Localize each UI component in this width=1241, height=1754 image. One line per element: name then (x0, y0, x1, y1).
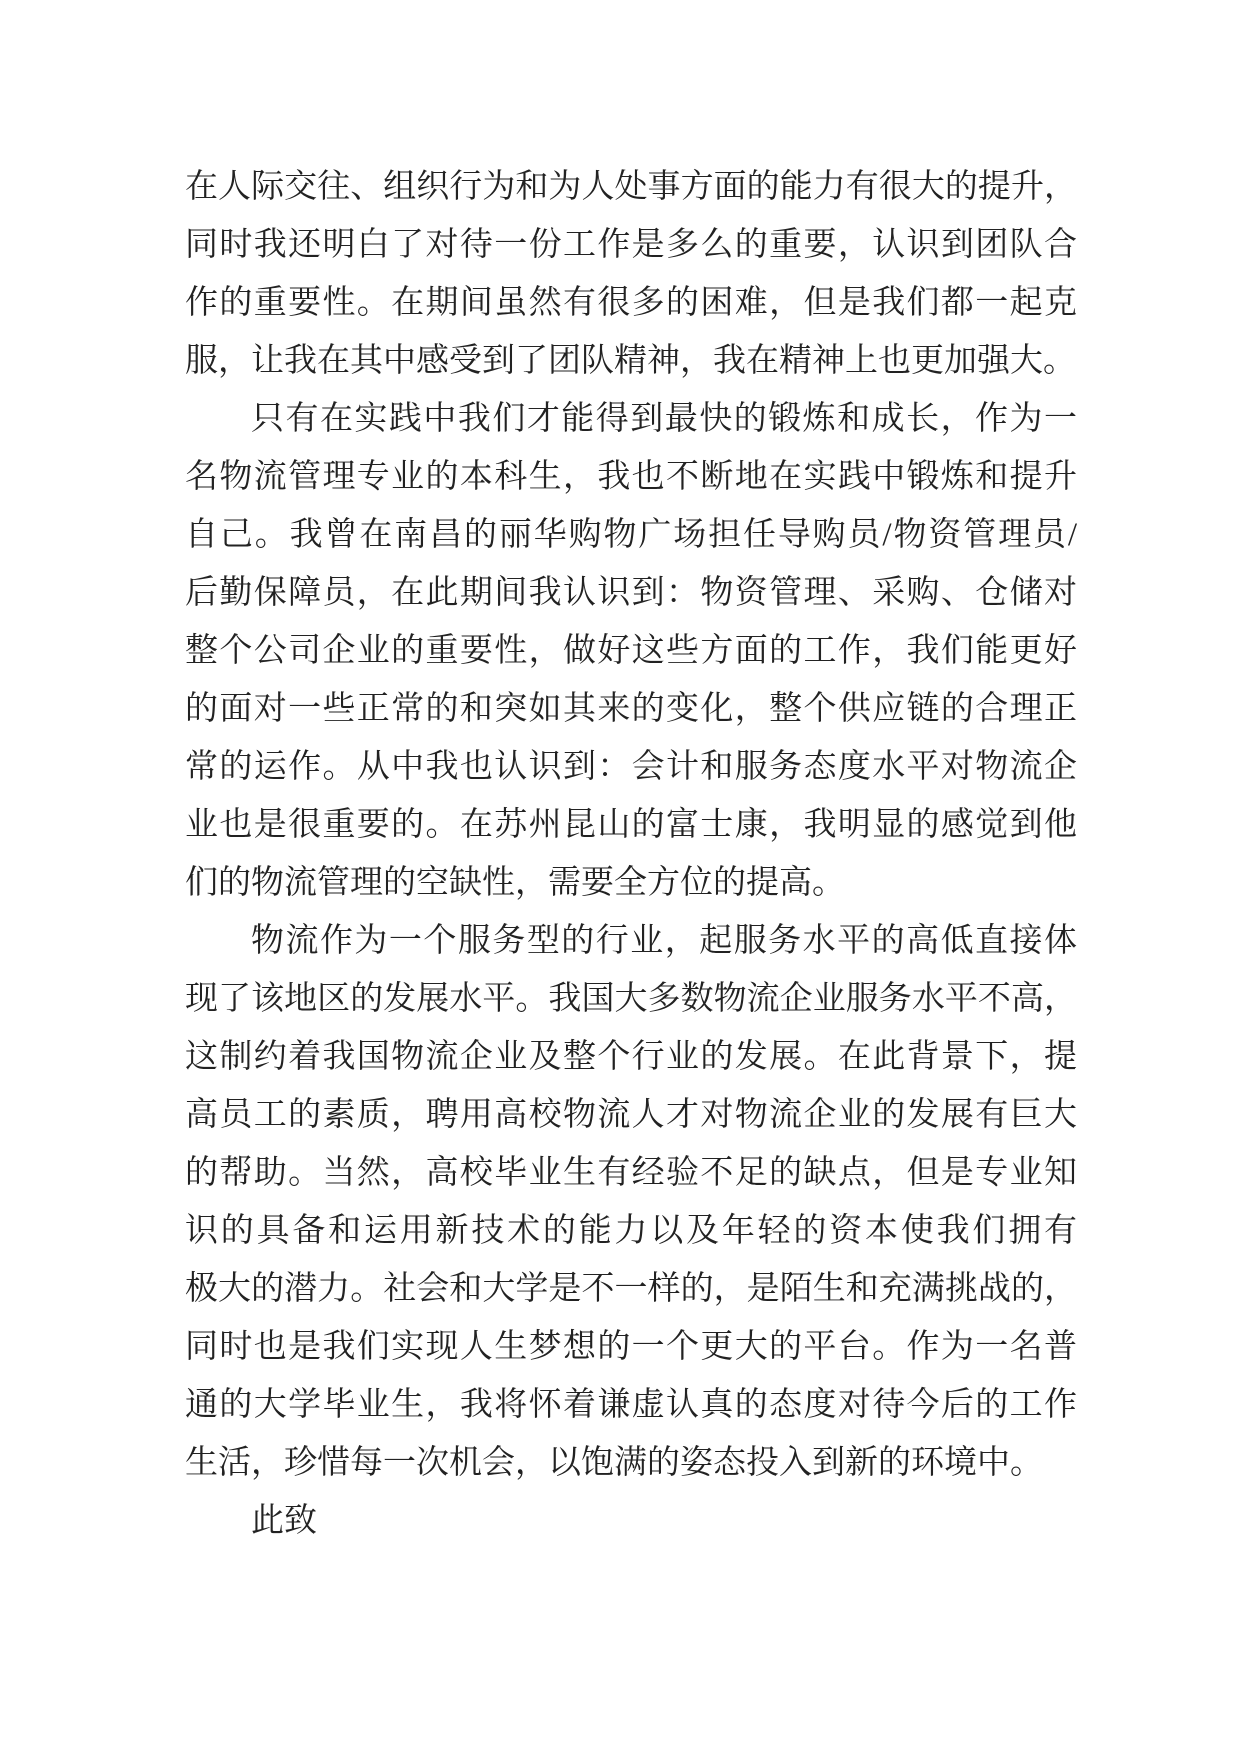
text-line: 的面对一些正常的和突如其来的变化，整个供应链的合理正 (185, 691, 1077, 727)
letter-body (185, 158, 1077, 1550)
text-line: 这制约着我国物流企业及整个行业的发展。在此背景下，提 (185, 1039, 1077, 1075)
text-line: 业也是很重要的。在苏州昆山的富士康，我明显的感觉到他 (185, 807, 1077, 843)
text-line: 极大的潜力。社会和大学是不一样的，是陌生和充满挑战的， (185, 1271, 1077, 1307)
text-line: 生活，珍惜每一次机会，以饱满的姿态投入到新的环境中。 (185, 1445, 1043, 1481)
text-line: 通的大学毕业生，我将怀着谦虚认真的态度对待今后的工作 (185, 1387, 1077, 1423)
text-line: 们的物流管理的空缺性，需要全方位的提高。 (185, 865, 845, 901)
text-line: 整个公司企业的重要性，做好这些方面的工作，我们能更好 (185, 633, 1077, 669)
text-line: 物流作为一个服务型的行业，起服务水平的高低直接体 (251, 923, 1077, 959)
text-line: 现了该地区的发展水平。我国大多数物流企业服务水平不高， (185, 981, 1077, 1017)
text-line: 的帮助。当然，高校毕业生有经验不足的缺点，但是专业知 (185, 1155, 1077, 1191)
text-line: 作的重要性。在期间虽然有很多的困难，但是我们都一起克 (185, 285, 1077, 321)
text-line: 自己。我曾在南昌的丽华购物广场担任导购员/物资管理员/ (185, 517, 1077, 553)
text-line: 后勤保障员，在此期间我认识到：物资管理、采购、仓储对 (185, 575, 1077, 611)
text-line: 高员工的素质，聘用高校物流人才对物流企业的发展有巨大 (185, 1097, 1077, 1133)
text-line: 服，让我在其中感受到了团队精神，我在精神上也更加强大。 (185, 343, 1076, 379)
text-line: 同时我还明白了对待一份工作是多么的重要，认识到团队合 (185, 227, 1077, 263)
text-line: 名物流管理专业的本科生，我也不断地在实践中锻炼和提升 (185, 459, 1077, 495)
text-line: 只有在实践中我们才能得到最快的锻炼和成长，作为一 (251, 401, 1077, 437)
closing-line: 此致 (251, 1503, 317, 1539)
text-line: 同时也是我们实现人生梦想的一个更大的平台。作为一名普 (185, 1329, 1077, 1365)
text-line: 常的运作。从中我也认识到：会计和服务态度水平对物流企 (185, 749, 1077, 785)
text-line: 识的具备和运用新技术的能力以及年轻的资本使我们拥有 (185, 1213, 1077, 1249)
text-line: 在人际交往、组织行为和为人处事方面的能力有很大的提升， (185, 169, 1077, 205)
